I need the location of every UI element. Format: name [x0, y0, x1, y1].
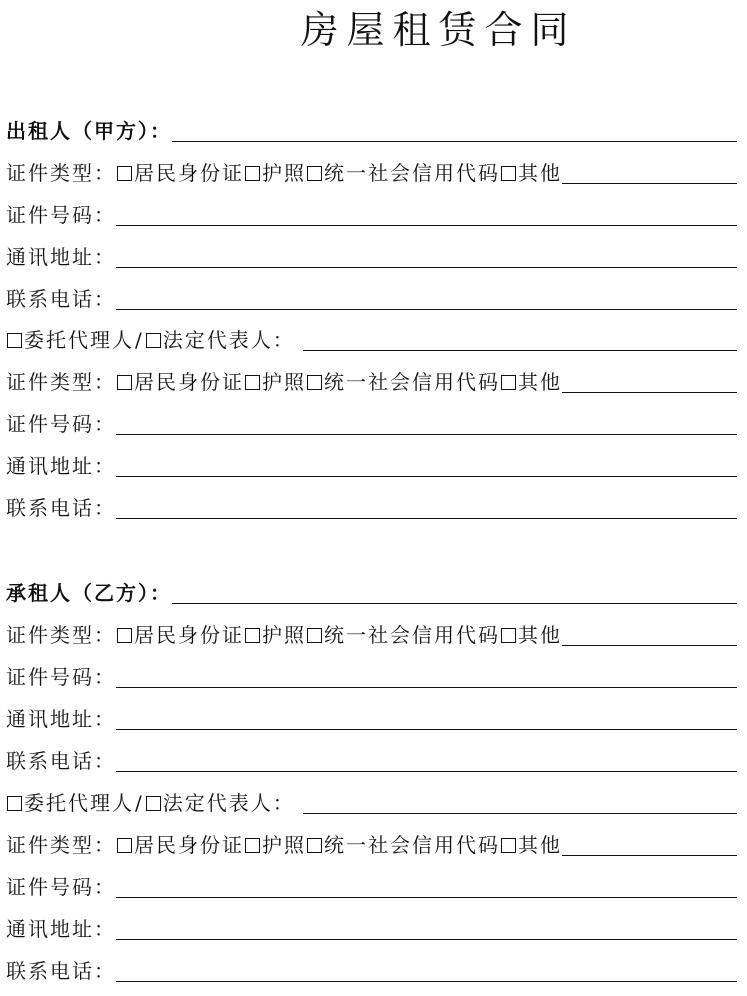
- phone-label: 联系电话：: [6, 287, 116, 311]
- lessee-agent-id-number-row: [6, 871, 737, 901]
- lessee-heading: 承租人（乙方）：: [6, 581, 172, 605]
- lessor-name-row: [6, 115, 737, 145]
- id-number-label: 证件号码：: [6, 665, 116, 689]
- option-resident-id: 居民身份证: [134, 370, 244, 394]
- option-credit-code: 统一社会信用代码: [324, 370, 500, 394]
- option-credit-code: 统一社会信用代码: [324, 161, 500, 185]
- checkbox[interactable]: [501, 375, 516, 390]
- option-other: 其他: [518, 623, 562, 647]
- address-field[interactable]: [116, 728, 737, 730]
- address-field[interactable]: [116, 266, 737, 268]
- option-resident-id: 居民身份证: [134, 161, 244, 185]
- colon: ：: [272, 328, 295, 352]
- id-type-label: 证件类型：: [6, 161, 116, 185]
- lessor-id-type-row: [6, 157, 737, 187]
- lessor-agent-id-type-row: [6, 366, 737, 396]
- id-number-field[interactable]: [116, 433, 737, 435]
- option-resident-id: 居民身份证: [134, 623, 244, 647]
- phone-field[interactable]: [116, 517, 737, 519]
- address-label: 通讯地址：: [6, 454, 116, 478]
- id-number-field[interactable]: [116, 686, 737, 688]
- lessee-agent-phone-row: [6, 955, 737, 985]
- lessee-name-field[interactable]: [172, 602, 737, 604]
- lessee-agent-row: [6, 787, 737, 817]
- phone-label: 联系电话：: [6, 749, 116, 773]
- document-title: 房屋租赁合同: [300, 8, 577, 52]
- phone-field[interactable]: [116, 980, 737, 982]
- option-passport: 护照: [262, 623, 306, 647]
- option-passport: 护照: [262, 370, 306, 394]
- address-label: 通讯地址：: [6, 917, 116, 941]
- checkbox[interactable]: [245, 838, 260, 853]
- phone-field[interactable]: [116, 308, 737, 310]
- phone-label: 联系电话：: [6, 496, 116, 520]
- lessee-id-type-row: [6, 619, 737, 649]
- address-field[interactable]: [116, 475, 737, 477]
- option-credit-code: 统一社会信用代码: [324, 623, 500, 647]
- checkbox[interactable]: [307, 375, 322, 390]
- option-agent: 委托代理人: [24, 791, 134, 815]
- other-id-field[interactable]: [562, 854, 737, 856]
- other-id-field[interactable]: [562, 391, 737, 393]
- checkbox[interactable]: [307, 838, 322, 853]
- checkbox[interactable]: [117, 838, 132, 853]
- colon: ：: [272, 791, 295, 815]
- id-type-label: 证件类型：: [6, 623, 116, 647]
- checkbox[interactable]: [146, 796, 161, 811]
- lessee-name-row: [6, 577, 737, 607]
- checkbox[interactable]: [117, 628, 132, 643]
- lessee-id-number-row: [6, 661, 737, 691]
- lessor-name-field[interactable]: [172, 140, 737, 142]
- id-number-label: 证件号码：: [6, 203, 116, 227]
- other-id-field[interactable]: [562, 182, 737, 184]
- checkbox[interactable]: [245, 166, 260, 181]
- option-agent: 委托代理人: [24, 328, 134, 352]
- id-type-label: 证件类型：: [6, 833, 116, 857]
- address-field[interactable]: [116, 938, 737, 940]
- separator: /: [135, 328, 144, 352]
- lessor-agent-phone-row: [6, 492, 737, 522]
- id-number-field[interactable]: [116, 224, 737, 226]
- checkbox[interactable]: [117, 166, 132, 181]
- option-legal-rep: 法定代表人: [162, 328, 273, 352]
- checkbox[interactable]: [245, 628, 260, 643]
- checkbox[interactable]: [7, 333, 22, 348]
- lessee-phone-row: [6, 745, 737, 775]
- address-label: 通讯地址：: [6, 245, 116, 269]
- checkbox[interactable]: [245, 375, 260, 390]
- lessor-id-number-row: [6, 199, 737, 229]
- option-other: 其他: [518, 833, 562, 857]
- lessor-agent-address-row: [6, 450, 737, 480]
- id-number-label: 证件号码：: [6, 875, 116, 899]
- agent-name-field[interactable]: [303, 349, 737, 351]
- option-passport: 护照: [262, 833, 306, 857]
- checkbox[interactable]: [501, 628, 516, 643]
- lessor-heading: 出租人（甲方）：: [6, 119, 172, 143]
- agent-name-field[interactable]: [303, 812, 737, 814]
- option-passport: 护照: [262, 161, 306, 185]
- lessee-agent-id-type-row: [6, 829, 737, 859]
- checkbox[interactable]: [146, 333, 161, 348]
- lessor-agent-row: [6, 324, 737, 354]
- phone-label: 联系电话：: [6, 959, 116, 983]
- option-credit-code: 统一社会信用代码: [324, 833, 500, 857]
- option-resident-id: 居民身份证: [134, 833, 244, 857]
- id-number-label: 证件号码：: [6, 412, 116, 436]
- checkbox[interactable]: [7, 796, 22, 811]
- lessee-address-row: [6, 703, 737, 733]
- checkbox[interactable]: [307, 628, 322, 643]
- lessee-agent-address-row: [6, 913, 737, 943]
- phone-field[interactable]: [116, 770, 737, 772]
- id-number-field[interactable]: [116, 896, 737, 898]
- checkbox[interactable]: [501, 166, 516, 181]
- option-legal-rep: 法定代表人: [162, 791, 273, 815]
- option-other: 其他: [518, 370, 562, 394]
- id-type-label: 证件类型：: [6, 370, 116, 394]
- lessor-phone-row: [6, 283, 737, 313]
- checkbox[interactable]: [307, 166, 322, 181]
- checkbox[interactable]: [117, 375, 132, 390]
- other-id-field[interactable]: [562, 644, 737, 646]
- option-other: 其他: [518, 161, 562, 185]
- checkbox[interactable]: [501, 838, 516, 853]
- lessor-address-row: [6, 241, 737, 271]
- address-label: 通讯地址：: [6, 707, 116, 731]
- separator: /: [135, 791, 144, 815]
- lessor-agent-id-number-row: [6, 408, 737, 438]
